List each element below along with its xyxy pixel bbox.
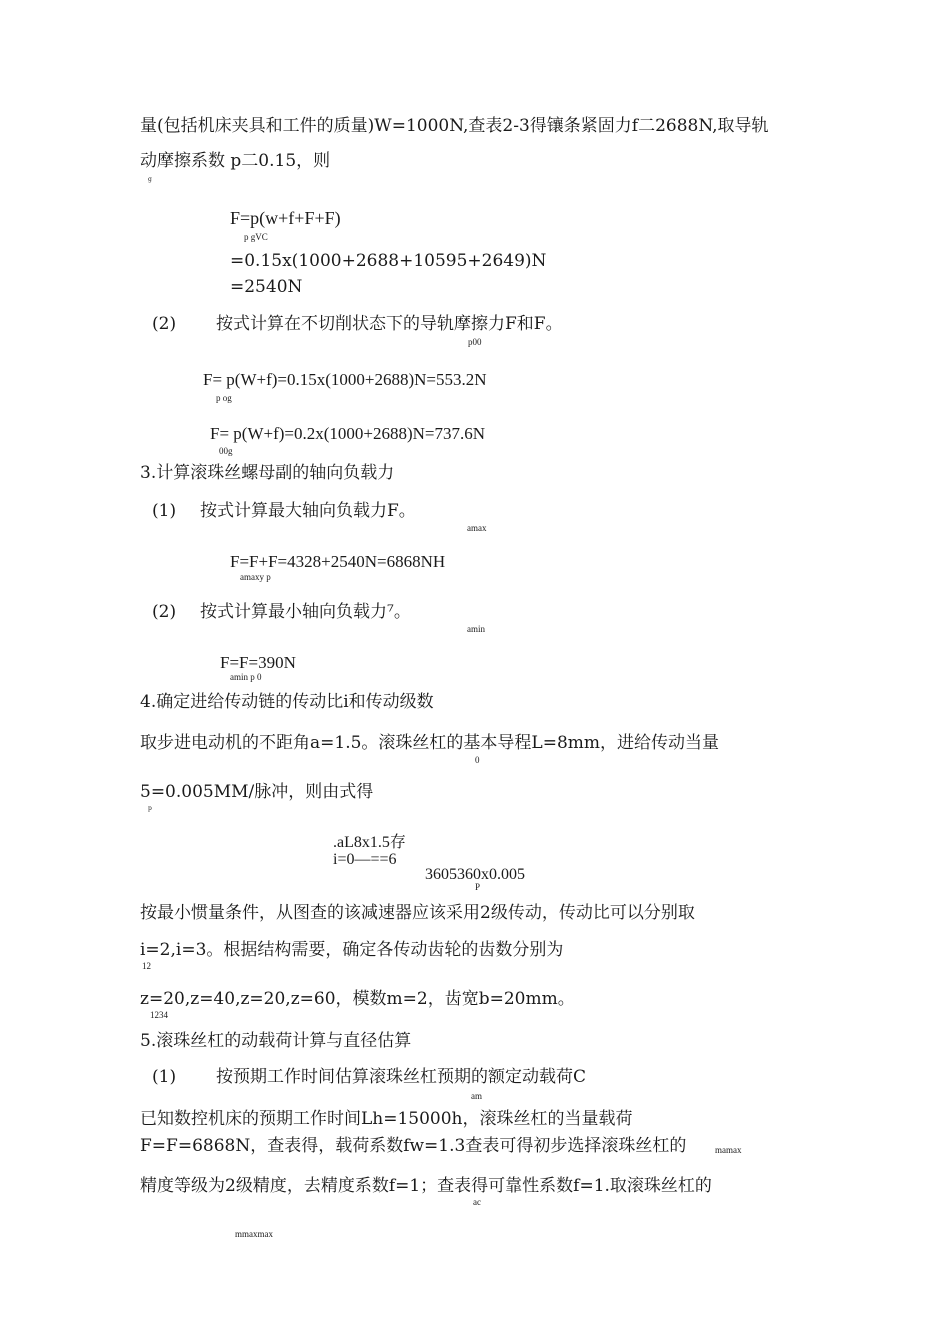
equation-line: =0.15x(1000+2688+10595+2649)N: [230, 251, 547, 271]
subscript: ac: [473, 1197, 481, 1207]
equation: 3605360x0.005: [425, 866, 525, 883]
equation: F=p(w+f+F+F): [230, 208, 341, 228]
subscript: p og: [216, 393, 232, 403]
paragraph-line: 已知数控机床的预期工作时间Lh=15000h，滚珠丝杠的当量载荷: [140, 1109, 633, 1129]
subscript: amin p 0: [230, 672, 262, 682]
paragraph-line: 量(包括机床夹具和工件的质量)W=1000N,查表2-3得镶条紧固力f二2688N,取导轨: [140, 116, 769, 136]
subscript: mmaxmax: [235, 1229, 273, 1239]
paragraph-line: F=F=6868N，查表得，载荷系数fw=1.3查表可得初步选择滚珠丝杠的: [140, 1136, 687, 1156]
subscript: 1234: [150, 1010, 168, 1020]
paragraph-line: 取步进电动机的不距角a=1.5。滚珠丝杠的基本导程L=8mm，进给传动当量: [140, 733, 720, 753]
subscript: 0: [475, 755, 480, 765]
paragraph-line: z=20,z=40,z=20,z=60，模数m=2，齿宽b=20mm。: [140, 989, 575, 1009]
subscript: p gVC: [244, 232, 268, 242]
item-text: 按式计算最大轴向负载力F。: [200, 501, 416, 521]
subscript: P: [475, 882, 481, 892]
equation: F= p(W+f)=0.2x(1000+2688)N=737.6N: [210, 424, 486, 443]
section-heading: 4.确定进给传动链的传动比i和传动级数: [140, 692, 434, 712]
equation: .aL8x1.5存: [333, 834, 406, 851]
item-number: (2): [152, 602, 177, 622]
subscript: am: [471, 1091, 482, 1101]
item-text: 按式计算在不切削状态下的导轨摩擦力F和F。: [216, 314, 563, 334]
paragraph-line: i=2,i=3。根据结构需要，确定各传动齿轮的齿数分别为: [140, 940, 564, 960]
subscript: p00: [468, 337, 482, 347]
item-number: (1): [152, 1067, 177, 1087]
subscript: mamax: [715, 1145, 742, 1155]
subscript: amin: [467, 624, 485, 634]
subscript: g: [148, 176, 152, 183]
paragraph-line: 精度等级为2级精度，去精度系数f=1；查表得可靠性系数f=1.取滚珠丝杠的: [140, 1176, 712, 1196]
equation-line: =2540N: [230, 277, 303, 297]
equation: F=F=390N: [220, 653, 296, 672]
paragraph-line: 动摩擦系数 p二0.15，则: [140, 151, 331, 171]
subscript: 12: [142, 961, 151, 971]
item-number: (1): [152, 501, 177, 521]
item-text: 按式计算最小轴向负载力⁷。: [200, 602, 411, 622]
subscript: 00g: [219, 446, 233, 456]
paragraph-line: 5=0.005MM/脉冲，则由式得: [140, 782, 374, 802]
section-heading: 3.计算滚珠丝螺母副的轴向负载力: [140, 463, 395, 483]
subscript: amax: [467, 523, 487, 533]
equation: i=0—==6: [333, 851, 397, 868]
subscript: amaxy p: [240, 572, 271, 582]
item-number: (2): [152, 314, 177, 334]
subscript: p: [148, 805, 152, 812]
equation: F= p(W+f)=0.15x(1000+2688)N=553.2N: [203, 370, 487, 389]
equation: F=F+F=4328+2540N=6868NH: [230, 552, 446, 571]
item-text: 按预期工作时间估算滚珠丝杠预期的额定动载荷C: [216, 1067, 587, 1087]
paragraph-line: 按最小惯量条件，从图查的该减速器应该采用2级传动，传动比可以分别取: [140, 903, 695, 923]
section-heading: 5.滚珠丝杠的动载荷计算与直径估算: [140, 1031, 412, 1051]
